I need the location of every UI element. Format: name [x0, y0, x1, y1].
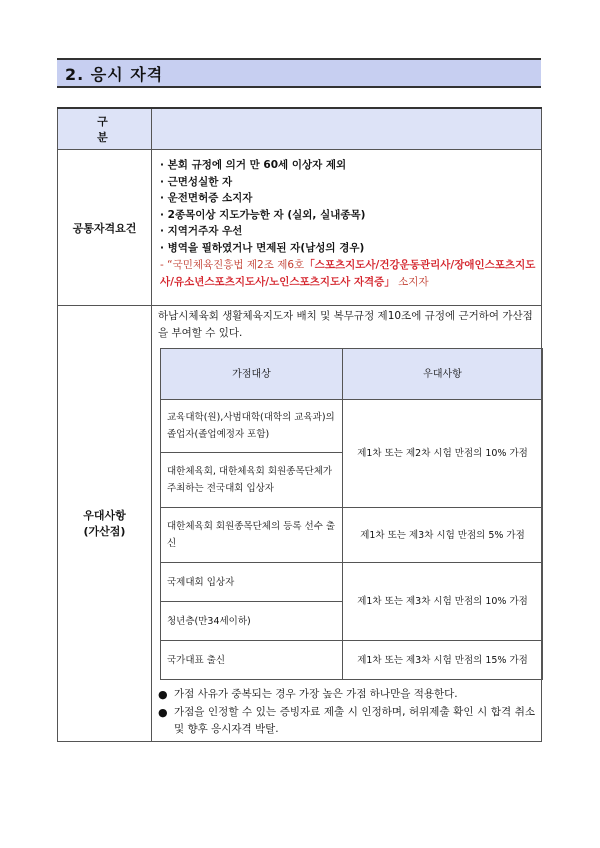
bonus-table-header — [161, 349, 543, 400]
section-title: 2. 응시 자격 — [65, 64, 164, 84]
bonus-target: 국제대회 입상자 — [161, 563, 343, 602]
note-suffix: 소지자 — [394, 275, 429, 288]
common-requirements-label: 공통자격요건 — [58, 150, 152, 306]
bonus-benefit: 제1차 또는 제3차 시험 만점의 15% 가점 — [343, 641, 543, 680]
preference-intro: 하남시체육회 생활체육지도자 배치 및 복무규정 제10조에 규정에 근거하여 가산점을 부여할 수 있다. — [158, 310, 533, 339]
table-row — [161, 641, 543, 680]
bonus-benefit: 제1차 또는 제3차 시험 만점의 10% 가점 — [343, 563, 543, 641]
certificate-names: 「스포츠지도사/건강운동관리사/장애인스포츠지도사/유소년스포츠지도사/노인스포츠지도사 자격증」 — [160, 258, 536, 288]
table-row — [161, 563, 543, 602]
bonus-target: 교육대학(원),사범대학(대학의 교육과)의 졸업자(졸업예정자 포함) — [161, 400, 343, 453]
header-label-cell — [58, 108, 152, 150]
table-header-row — [58, 108, 542, 150]
bonus-benefit-header: 우대사항 — [343, 349, 543, 400]
bonus-target: 청년층(만34세이하) — [161, 602, 343, 641]
bullet-icon: ● — [158, 688, 168, 701]
requirement-item: · 지역거주자 우선 — [160, 225, 243, 238]
preference-label-line1: 우대사항 — [83, 509, 126, 523]
bonus-benefit: 제1차 또는 제3차 시험 만점의 5% 가점 — [343, 508, 543, 563]
preference-cell — [152, 306, 542, 742]
requirement-item: · 본회 규정에 의거 만 60세 이상자 제외 — [160, 159, 347, 171]
note-item — [158, 686, 541, 704]
table-row — [161, 400, 543, 453]
bonus-target: 대한체육회 회원종목단체의 등록 선수 출신 — [161, 508, 343, 563]
preference-label — [58, 306, 152, 742]
note-text: 가점을 인정할 수 있는 증빙자료 제출 시 인정하며, 허위제출 확인 시 합격 취소 및 향후 응시자격 박탈. — [174, 705, 535, 735]
preference-row — [58, 306, 542, 742]
bonus-target: 국가대표 출신 — [161, 641, 343, 680]
preference-notes — [158, 686, 541, 741]
requirement-item: · 병역을 필하였거나 면제된 자(남성의 경우) — [160, 241, 365, 254]
requirement-item: · 2종목이상 지도가능한 자 (실외, 실내종목) — [160, 208, 366, 221]
note-text: 가점 사유가 중복되는 경우 가장 높은 가점 하나만을 적용한다. — [174, 688, 458, 700]
common-requirements-cell — [152, 150, 542, 306]
preference-label-line2: (가산점) — [83, 525, 126, 539]
section-title-bar — [57, 58, 541, 88]
table-row — [161, 508, 543, 563]
bonus-points-table — [160, 348, 543, 680]
header-label: 구 분 — [97, 115, 126, 144]
requirement-item: · 운전면허증 소지자 — [160, 192, 253, 205]
common-requirements-row — [58, 150, 542, 306]
qualification-table — [57, 107, 542, 742]
note-item — [158, 704, 541, 739]
bonus-target: 대한체육회, 대한체육회 회원종목단체가 주최하는 전국대회 입상자 — [161, 453, 343, 508]
certificate-requirement-note — [160, 257, 541, 291]
bullet-icon: ● — [158, 705, 168, 719]
bonus-target-header: 가점대상 — [161, 349, 343, 400]
note-prefix: - “국민체육진흥법 제2조 제6호 — [160, 258, 305, 271]
header-empty-cell — [152, 108, 542, 150]
bonus-benefit: 제1차 또는 제2차 시험 만점의 10% 가점 — [343, 400, 543, 508]
requirement-item: · 근면성실한 자 — [160, 175, 233, 188]
